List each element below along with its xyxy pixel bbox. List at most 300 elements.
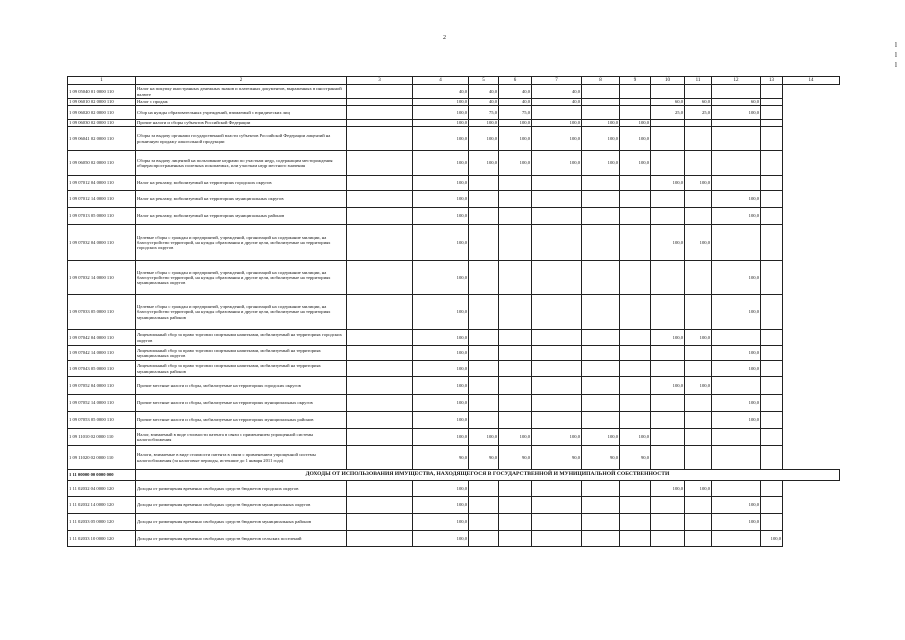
- percent-value-cell: [712, 85, 761, 99]
- percent-value-cell: 90,0: [582, 446, 620, 470]
- percent-value-cell: 100,0: [712, 395, 761, 412]
- percent-value-cell: 100,0: [712, 361, 761, 377]
- percent-value-cell: [685, 395, 712, 412]
- percent-value-cell: [469, 514, 499, 531]
- budget-code-cell: 1 11 02033 10 0000 120: [68, 531, 136, 547]
- percent-value-cell: 100,0: [712, 191, 761, 208]
- percent-value-cell: [582, 361, 620, 377]
- income-name-cell: Прочие местные налоги и сборы, мобилизуемые на территориях муниципальных районов: [136, 412, 347, 429]
- percent-value-cell: [347, 395, 413, 412]
- percent-value-cell: 100,0: [413, 361, 469, 377]
- percent-value-cell: [712, 120, 761, 127]
- percent-value-cell: [651, 151, 685, 176]
- percent-value-cell: 90,0: [499, 446, 532, 470]
- header-cell: 10: [651, 77, 685, 85]
- percent-value-cell: [761, 151, 783, 176]
- percent-value-cell: [620, 191, 651, 208]
- percent-value-cell: [582, 261, 620, 295]
- percent-value-cell: 40,0: [499, 85, 532, 99]
- percent-value-cell: [347, 330, 413, 346]
- percent-value-cell: [685, 429, 712, 446]
- income-name-cell: Налог с продаж: [136, 99, 347, 106]
- scan-margin-mark: l l l: [895, 41, 897, 69]
- percent-value-cell: [347, 99, 413, 106]
- percent-value-cell: 100,0: [582, 127, 620, 151]
- percent-value-cell: 100,0: [685, 330, 712, 346]
- table-row: [68, 531, 840, 547]
- percent-value-cell: 60,0: [651, 99, 685, 106]
- percent-value-cell: 90,0: [469, 446, 499, 470]
- percent-value-cell: [532, 261, 582, 295]
- percent-value-cell: [347, 208, 413, 225]
- percent-value-cell: [620, 99, 651, 106]
- income-name-cell: Прочие местные налоги и сборы, мобилизуемые на территориях городских округов: [136, 377, 347, 395]
- percent-value-cell: 100,0: [413, 295, 469, 330]
- percent-value-cell: [347, 514, 413, 531]
- percent-value-cell: [620, 395, 651, 412]
- budget-code-cell: 1 09 07053 05 0000 110: [68, 412, 136, 429]
- percent-value-cell: 40,0: [469, 99, 499, 106]
- percent-value-cell: [620, 361, 651, 377]
- percent-value-cell: 100,0: [469, 120, 499, 127]
- percent-value-cell: [685, 151, 712, 176]
- percent-value-cell: [761, 176, 783, 191]
- percent-value-cell: [761, 346, 783, 361]
- percent-value-cell: [685, 191, 712, 208]
- percent-value-cell: [469, 497, 499, 514]
- table-row: [68, 481, 840, 497]
- table-row: [68, 395, 840, 412]
- budget-code-cell: 1 11 02032 04 0000 120: [68, 481, 136, 497]
- percent-value-cell: [620, 481, 651, 497]
- header-cell: 5: [469, 77, 499, 85]
- percent-value-cell: [761, 261, 783, 295]
- table-row: [68, 225, 840, 261]
- table-row: [68, 377, 840, 395]
- percent-value-cell: [620, 261, 651, 295]
- percent-value-cell: [761, 446, 783, 470]
- percent-value-cell: 40,0: [499, 99, 532, 106]
- percent-value-cell: [620, 514, 651, 531]
- budget-code-cell: 1 09 07052 14 0000 110: [68, 395, 136, 412]
- percent-value-cell: [469, 412, 499, 429]
- percent-value-cell: [651, 497, 685, 514]
- percent-value-cell: 100,0: [651, 481, 685, 497]
- income-name-cell: Налоги, взимаемые в виде стоимости патента в связи с применением упрощенной системы налогообложения (за налоговые периоды, истекшие до 1 января 2011 года): [136, 446, 347, 470]
- percent-value-cell: [620, 330, 651, 346]
- budget-code-cell: 1 09 11010 02 0000 110: [68, 429, 136, 446]
- percent-value-cell: 100,0: [499, 151, 532, 176]
- percent-value-cell: [532, 208, 582, 225]
- percent-value-cell: [532, 176, 582, 191]
- percent-value-cell: 40,0: [413, 85, 469, 99]
- percent-value-cell: [347, 446, 413, 470]
- percent-value-cell: [761, 120, 783, 127]
- budget-code-cell: 1 09 05040 01 0000 110: [68, 85, 136, 99]
- table-row: [68, 497, 840, 514]
- percent-value-cell: [469, 361, 499, 377]
- percent-value-cell: 100,0: [413, 120, 469, 127]
- percent-value-cell: [620, 412, 651, 429]
- percent-value-cell: [347, 191, 413, 208]
- percent-value-cell: [761, 429, 783, 446]
- percent-value-cell: 100,0: [413, 377, 469, 395]
- percent-value-cell: [685, 531, 712, 547]
- percent-value-cell: 100,0: [469, 429, 499, 446]
- income-name-cell: Целевые сборы с граждан и предприятий, учреждений, организаций на содержание милиции, на благоустройство территорий, на нужды образования и другие цели, мобилизуемые на территориях городских округов: [136, 225, 347, 261]
- table-row: [68, 330, 840, 346]
- percent-value-cell: 75,0: [499, 106, 532, 120]
- percent-value-cell: [532, 481, 582, 497]
- percent-value-cell: [469, 191, 499, 208]
- percent-value-cell: [712, 446, 761, 470]
- percent-value-cell: [469, 208, 499, 225]
- percent-value-cell: [651, 395, 685, 412]
- table-row: [68, 127, 840, 151]
- income-name-cell: Доходы от размещения временно свободных средств бюджетов муниципальных округов: [136, 497, 347, 514]
- percent-value-cell: 100,0: [413, 208, 469, 225]
- percent-value-cell: [761, 361, 783, 377]
- percent-value-cell: 100,0: [712, 497, 761, 514]
- percent-value-cell: 100,0: [712, 412, 761, 429]
- percent-value-cell: [651, 531, 685, 547]
- percent-value-cell: [469, 531, 499, 547]
- percent-value-cell: [582, 514, 620, 531]
- percent-value-cell: 100,0: [499, 429, 532, 446]
- percent-value-cell: [712, 531, 761, 547]
- percent-value-cell: [582, 106, 620, 120]
- percent-value-cell: [499, 208, 532, 225]
- header-cell: 2: [136, 77, 347, 85]
- percent-value-cell: 75,0: [469, 106, 499, 120]
- income-name-cell: Доходы от размещения временно свободных средств бюджетов муниципальных районов: [136, 514, 347, 531]
- budget-code-cell: 1 09 07033 05 0000 110: [68, 295, 136, 330]
- percent-value-cell: [469, 225, 499, 261]
- income-name-cell: Лицензионный сбор за право торговли спиртными напитками, мобилизуемый на территориях городских округов: [136, 330, 347, 346]
- percent-value-cell: [651, 120, 685, 127]
- percent-value-cell: [499, 295, 532, 330]
- table-row: [68, 106, 840, 120]
- percent-value-cell: [620, 346, 651, 361]
- section-code-cell: 1 11 00000 00 0000 000: [68, 470, 136, 481]
- percent-value-cell: [685, 446, 712, 470]
- percent-value-cell: [347, 531, 413, 547]
- budget-code-cell: 1 11 02032 14 0000 120: [68, 497, 136, 514]
- percent-value-cell: 100,0: [469, 151, 499, 176]
- percent-value-cell: 100,0: [651, 377, 685, 395]
- percent-value-cell: 100,0: [761, 531, 783, 547]
- percent-value-cell: [685, 346, 712, 361]
- percent-value-cell: [469, 295, 499, 330]
- percent-value-cell: 100,0: [413, 106, 469, 120]
- percent-value-cell: [532, 497, 582, 514]
- percent-value-cell: [499, 361, 532, 377]
- header-cell: 3: [347, 77, 413, 85]
- income-name-cell: Прочие налоги и сборы субъектов Российской Федерации: [136, 120, 347, 127]
- percent-value-cell: [712, 127, 761, 151]
- percent-value-cell: 100,0: [413, 481, 469, 497]
- percent-value-cell: [347, 225, 413, 261]
- percent-value-cell: [582, 395, 620, 412]
- percent-value-cell: [469, 377, 499, 395]
- percent-value-cell: 100,0: [582, 429, 620, 446]
- percent-value-cell: [685, 514, 712, 531]
- percent-value-cell: [532, 531, 582, 547]
- percent-value-cell: [651, 85, 685, 99]
- percent-value-cell: 100,0: [712, 106, 761, 120]
- percent-value-cell: [685, 127, 712, 151]
- table-row: [68, 208, 840, 225]
- budget-code-cell: 1 09 06041 02 0000 110: [68, 127, 136, 151]
- percent-value-cell: [620, 295, 651, 330]
- percent-value-cell: [582, 377, 620, 395]
- percent-value-cell: [469, 330, 499, 346]
- percent-value-cell: [499, 261, 532, 295]
- percent-value-cell: [761, 208, 783, 225]
- percent-value-cell: [651, 127, 685, 151]
- percent-value-cell: 100,0: [413, 151, 469, 176]
- budget-code-cell: 1 09 06020 02 0000 110: [68, 106, 136, 120]
- percent-value-cell: 100,0: [413, 225, 469, 261]
- income-name-cell: Сборы за выдачу органами государственной власти субъектов Российской Федерации лицензий на розничную продажу алкогольной продукции: [136, 127, 347, 151]
- header-cell: 8: [582, 77, 620, 85]
- income-name-cell: Сборы за выдачу лицензий на пользование недрами по участкам недр, содержащим месторождения общераспространенных полезных ископаемых, или участкам недр местного значения: [136, 151, 347, 176]
- table-row: [68, 429, 840, 446]
- percent-value-cell: [347, 497, 413, 514]
- percent-value-cell: 100,0: [469, 127, 499, 151]
- budget-code-cell: 1 09 11020 02 0000 110: [68, 446, 136, 470]
- percent-value-cell: [761, 514, 783, 531]
- percent-value-cell: 100,0: [413, 176, 469, 191]
- percent-value-cell: 100,0: [413, 127, 469, 151]
- percent-value-cell: [532, 225, 582, 261]
- percent-value-cell: [499, 514, 532, 531]
- budget-code-cell: 1 09 07012 14 0000 110: [68, 191, 136, 208]
- percent-value-cell: [469, 261, 499, 295]
- percent-value-cell: [499, 412, 532, 429]
- header-cell: 1: [68, 77, 136, 85]
- percent-value-cell: 100,0: [620, 127, 651, 151]
- percent-value-cell: [761, 497, 783, 514]
- percent-value-cell: 100,0: [712, 261, 761, 295]
- percent-value-cell: [347, 361, 413, 377]
- percent-value-cell: [761, 85, 783, 99]
- percent-value-cell: 100,0: [651, 225, 685, 261]
- percent-value-cell: [499, 176, 532, 191]
- header-cell: 9: [620, 77, 651, 85]
- table-row: [68, 361, 840, 377]
- percent-value-cell: [532, 191, 582, 208]
- percent-value-cell: [582, 191, 620, 208]
- percent-value-cell: [582, 481, 620, 497]
- table-row: [68, 120, 840, 127]
- percent-value-cell: 100,0: [499, 127, 532, 151]
- income-name-cell: Доходы от размещения временно свободных средств бюджетов сельских поселений: [136, 531, 347, 547]
- percent-value-cell: 100,0: [685, 176, 712, 191]
- percent-value-cell: [582, 295, 620, 330]
- percent-value-cell: [651, 429, 685, 446]
- budget-code-cell: 1 11 02033 05 0000 120: [68, 514, 136, 531]
- percent-value-cell: [712, 225, 761, 261]
- percent-value-cell: 100,0: [532, 429, 582, 446]
- header-cell: 6: [499, 77, 532, 85]
- percent-value-cell: [620, 531, 651, 547]
- budget-table: [67, 76, 840, 547]
- percent-value-cell: [347, 346, 413, 361]
- table-row: [68, 446, 840, 470]
- percent-value-cell: [761, 225, 783, 261]
- percent-value-cell: [685, 85, 712, 99]
- percent-value-cell: [469, 481, 499, 497]
- percent-value-cell: 100,0: [620, 429, 651, 446]
- percent-value-cell: [347, 412, 413, 429]
- percent-value-cell: 60,0: [685, 99, 712, 106]
- percent-value-cell: [651, 361, 685, 377]
- percent-value-cell: [651, 261, 685, 295]
- percent-value-cell: 40,0: [532, 99, 582, 106]
- percent-value-cell: 90,0: [413, 446, 469, 470]
- table-row: [68, 99, 840, 106]
- percent-value-cell: [685, 412, 712, 429]
- percent-value-cell: 100,0: [413, 395, 469, 412]
- table-body: [68, 77, 840, 547]
- percent-value-cell: [582, 176, 620, 191]
- percent-value-cell: [582, 346, 620, 361]
- percent-value-cell: [532, 346, 582, 361]
- percent-value-cell: [651, 346, 685, 361]
- header-cell: 4: [413, 77, 469, 85]
- percent-value-cell: [761, 377, 783, 395]
- percent-value-cell: 100,0: [499, 120, 532, 127]
- table-row: [68, 261, 840, 295]
- percent-value-cell: [761, 481, 783, 497]
- percent-value-cell: [347, 377, 413, 395]
- income-name-cell: Налог на рекламу, мобилизуемый на территориях муниципальных районов: [136, 208, 347, 225]
- percent-value-cell: 100,0: [712, 208, 761, 225]
- percent-value-cell: [685, 208, 712, 225]
- percent-value-cell: [712, 377, 761, 395]
- percent-value-cell: [685, 497, 712, 514]
- percent-value-cell: 100,0: [651, 176, 685, 191]
- percent-value-cell: [532, 412, 582, 429]
- percent-value-cell: 100,0: [685, 225, 712, 261]
- column-number-header: [68, 77, 840, 85]
- percent-value-cell: [761, 99, 783, 106]
- percent-value-cell: [499, 191, 532, 208]
- table-row: [68, 295, 840, 330]
- budget-code-cell: 1 09 07012 04 0000 110: [68, 176, 136, 191]
- percent-value-cell: 100,0: [620, 151, 651, 176]
- percent-value-cell: [761, 127, 783, 151]
- income-name-cell: Целевые сборы с граждан и предприятий, учреждений, организаций на содержание милиции, на благоустройство территорий, на нужды образования и другие цели, мобилизуемые на территориях муниципальных округов: [136, 261, 347, 295]
- percent-value-cell: 25,0: [651, 106, 685, 120]
- percent-value-cell: [620, 176, 651, 191]
- percent-value-cell: [532, 106, 582, 120]
- budget-code-cell: 1 09 07052 04 0000 110: [68, 377, 136, 395]
- percent-value-cell: [761, 295, 783, 330]
- percent-value-cell: [499, 497, 532, 514]
- percent-value-cell: [712, 330, 761, 346]
- section-title: ДОХОДЫ ОТ ИСПОЛЬЗОВАНИЯ ИМУЩЕСТВА, НАХОДЯЩЕГОСЯ В ГОСУДАРСТВЕННОЙ И МУНИЦИПАЛЬНОЙ СОБСТВЕННОСТИ: [136, 470, 840, 481]
- percent-value-cell: 100,0: [651, 330, 685, 346]
- income-name-cell: Налог на рекламу, мобилизуемый на территориях муниципальных округов: [136, 191, 347, 208]
- percent-value-cell: [347, 127, 413, 151]
- percent-value-cell: 100,0: [620, 120, 651, 127]
- percent-value-cell: 100,0: [413, 531, 469, 547]
- table-row: [68, 514, 840, 531]
- percent-value-cell: [685, 261, 712, 295]
- percent-value-cell: [685, 361, 712, 377]
- percent-value-cell: [685, 295, 712, 330]
- percent-value-cell: [347, 85, 413, 99]
- percent-value-cell: [532, 361, 582, 377]
- percent-value-cell: [712, 176, 761, 191]
- percent-value-cell: 100,0: [685, 377, 712, 395]
- percent-value-cell: [761, 395, 783, 412]
- percent-value-cell: [347, 151, 413, 176]
- percent-value-cell: [620, 106, 651, 120]
- percent-value-cell: [532, 377, 582, 395]
- percent-value-cell: 100,0: [532, 151, 582, 176]
- percent-value-cell: [761, 106, 783, 120]
- percent-value-cell: [532, 514, 582, 531]
- percent-value-cell: [532, 395, 582, 412]
- percent-value-cell: 90,0: [620, 446, 651, 470]
- header-cell: 7: [532, 77, 582, 85]
- percent-value-cell: 90,0: [532, 446, 582, 470]
- percent-value-cell: 25,0: [685, 106, 712, 120]
- percent-value-cell: [582, 330, 620, 346]
- percent-value-cell: [347, 295, 413, 330]
- percent-value-cell: 100,0: [413, 261, 469, 295]
- percent-value-cell: [651, 208, 685, 225]
- percent-value-cell: [651, 191, 685, 208]
- table-row: [68, 191, 840, 208]
- budget-code-cell: 1 09 07032 14 0000 110: [68, 261, 136, 295]
- income-name-cell: Налог на рекламу, мобилизуемый на территориях городских округов: [136, 176, 347, 191]
- percent-value-cell: [347, 176, 413, 191]
- budget-code-cell: 1 09 07013 05 0000 110: [68, 208, 136, 225]
- income-name-cell: Налог на покупку иностранных денежных знаков и платежных документов, выраженных в иностранной валюте: [136, 85, 347, 99]
- percent-value-cell: [499, 377, 532, 395]
- percent-value-cell: 100,0: [532, 120, 582, 127]
- percent-value-cell: [582, 497, 620, 514]
- percent-value-cell: [651, 412, 685, 429]
- income-name-cell: Доходы от размещения временно свободных средств бюджетов городских округов: [136, 481, 347, 497]
- income-name-cell: Лицензионный сбор за право торговли спиртными напитками, мобилизуемый на территориях муниципальных округов: [136, 346, 347, 361]
- percent-value-cell: [651, 295, 685, 330]
- percent-value-cell: [582, 225, 620, 261]
- table-row: [68, 151, 840, 176]
- percent-value-cell: [761, 330, 783, 346]
- percent-value-cell: [651, 514, 685, 531]
- percent-value-cell: [499, 481, 532, 497]
- percent-value-cell: 100,0: [413, 191, 469, 208]
- percent-value-cell: [347, 481, 413, 497]
- page-number: 2: [443, 35, 446, 41]
- header-cell: 11: [685, 77, 712, 85]
- percent-value-cell: 40,0: [469, 85, 499, 99]
- percent-value-cell: [620, 497, 651, 514]
- income-name-cell: Налог, взимаемый в виде стоимости патента в связи с применением упрощенной системы налогообложения: [136, 429, 347, 446]
- percent-value-cell: [582, 99, 620, 106]
- percent-value-cell: [532, 295, 582, 330]
- header-cell: 14: [783, 77, 840, 85]
- income-name-cell: Прочие местные налоги и сборы, мобилизуемые на территориях муниципальных округов: [136, 395, 347, 412]
- budget-code-cell: 1 09 07032 04 0000 110: [68, 225, 136, 261]
- income-name-cell: Сбор на нужды образовательных учреждений, взимаемый с юридических лиц: [136, 106, 347, 120]
- income-name-cell: Целевые сборы с граждан и предприятий, учреждений, организаций на содержание милиции, на благоустройство территорий, на нужды образования и другие цели, мобилизуемые на территориях муниципальных районов: [136, 295, 347, 330]
